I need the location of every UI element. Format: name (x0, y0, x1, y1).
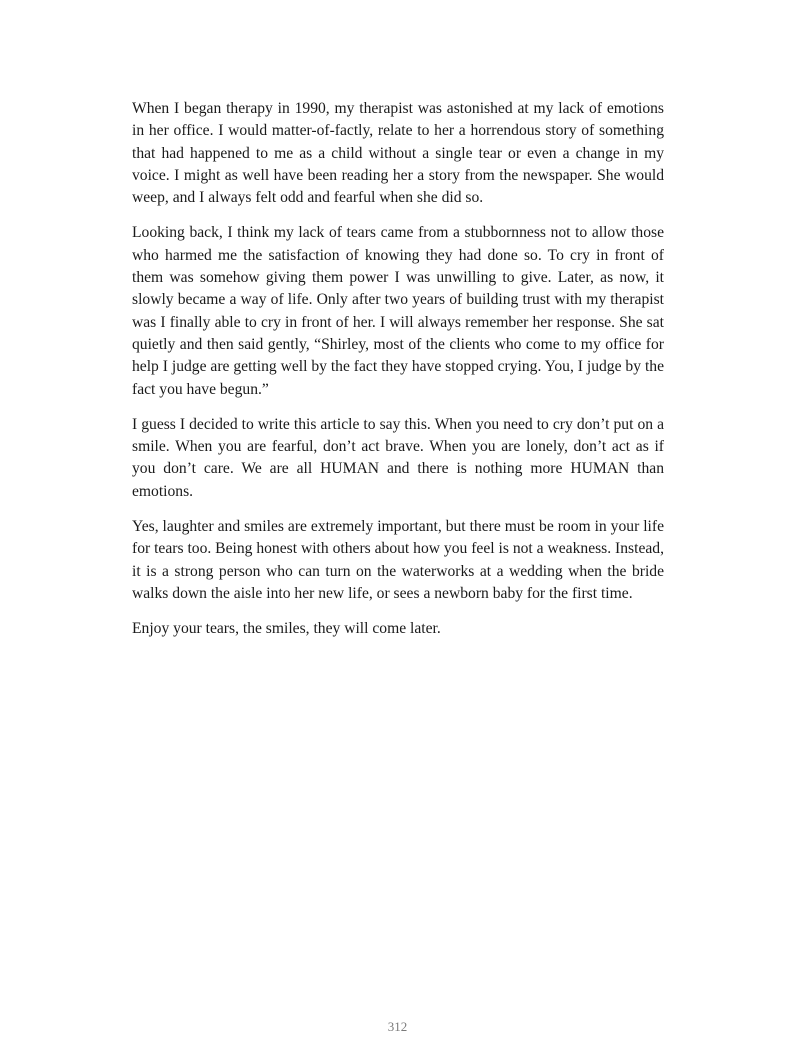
paragraph-5: Enjoy your tears, the smiles, they will come later. (132, 620, 441, 638)
page-number: 312 (387, 1019, 408, 1034)
paragraph-4: Yes, laughter and smiles are extremely important, but there must be room in your life for tears too. Being honest with others about how you feel is not a weakness. Instead, it is a strong person who can turn on the waterworks at a wedding when the bride walks down the aisle into her new life, or sees a newborn baby for the first time. (132, 518, 664, 602)
paragraph-2: Looking back, I think my lack of tears came from a stubbornness not to allow those who harmed me the satisfaction of knowing they had done so. To cry in front of them was somehow giving them power I was unwilling to give. Later, as now, it slowly became a way of life. Only after two years of building trust with my therapist was I finally able to cry in front of her. I will always remember her response. She sat quietly and then said gently, “Shirley, most of the clients who come to my office for help I judge are getting well by the fact they have stopped crying. You, I judge by the fact you have begun.” (132, 224, 664, 398)
body-text (132, 98, 664, 654)
paragraph-3: I guess I decided to write this article to say this. When you need to cry don’t put on a smile. When you are fearful, don’t act brave. When you are lonely, don’t act as if you don’t care. We are all HUMAN and there is nothing more HUMAN than emotions. (132, 415, 664, 500)
paragraph-1: When I began therapy in 1990, my therapist was astonished at my lack of emotions in her office. I would matter-of-factly, relate to her a horrendous story of something that had happened to me as a child without a single tear or even a change in my voice. I might as well have been reading her a story from the newspaper. She would weep, and I always felt odd and fearful when she did so. (132, 100, 664, 207)
